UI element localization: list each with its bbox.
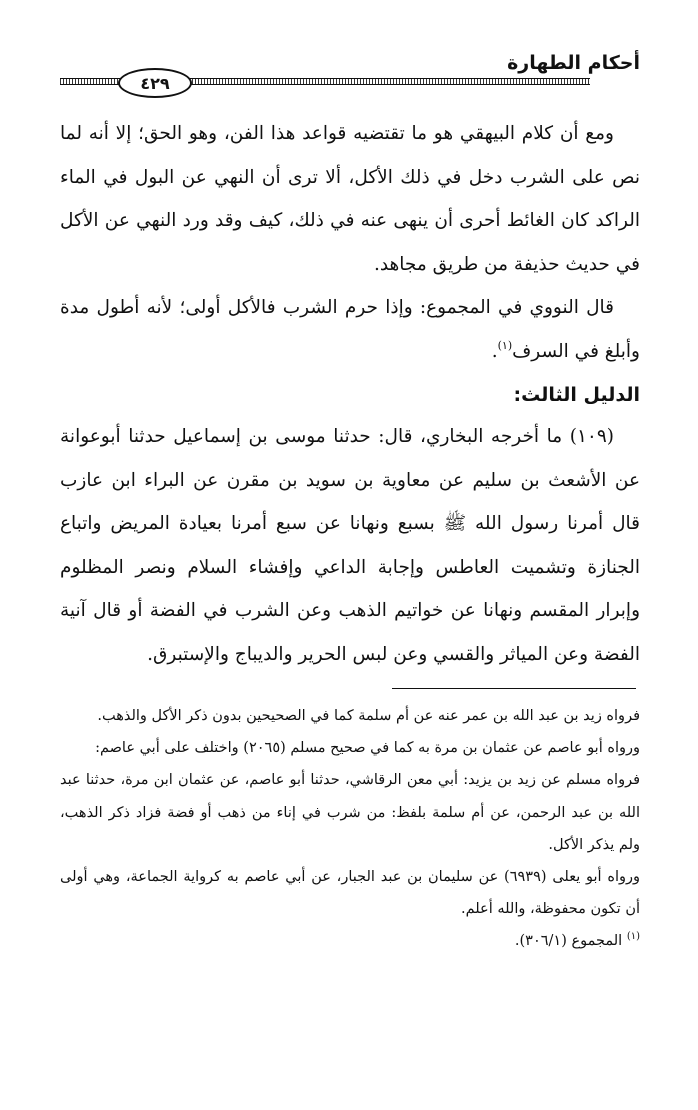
footnote-paragraph: فرواه زيد بن عبد الله بن عمر عنه عن أم سلمة كما في الصحيحين بدون ذكر الأكل والذهب. xyxy=(97,708,640,724)
footnote-paragraph: ورواه أبو يعلى (٦٩٣٩) عن سليمان بن عبد الجبار، عن أبي عاصم به كرواية الجماعة، وهي أولى أن تكون محفوظة، والله أعلم. xyxy=(60,869,640,918)
footnote-separator xyxy=(392,688,636,689)
paragraph-bayhaqi: ومع أن كلام البيهقي هو ما تقتضيه قواعد هذا الفن، وهو الحق؛ إلا أنه لما نص على الشرب دخل في ذلك الأكل، ألا ترى أن النهي عن البول في الماء الراكد كان الغائط أحرى أن ينهى عنه في ذلك، كيف وقد ورد النهي عن الأكل في حديث حذيفة من طريق مجاهد. xyxy=(60,123,640,275)
page-number: ٤٢٩ xyxy=(118,68,192,98)
footnotes xyxy=(60,700,640,958)
paragraph-nawawi xyxy=(60,286,640,373)
page-header xyxy=(60,44,646,94)
footnote-1-marker: (١) xyxy=(626,931,640,943)
main-text xyxy=(60,112,640,676)
running-title: أحكام الطهارة xyxy=(507,52,640,74)
paragraph-hadith: (١٠٩) ما أخرجه البخاري، قال: حدثنا موسى بن إسماعيل حدثنا أبوعوانة عن الأشعث بن سليم عن معاوية بن سويد بن مقرن عن البراء ابن عازب قال أمرنا رسول الله ﷺ بسبع ونهانا عن سبع أمرنا بعيادة المريض واتباع الجنازة وتشميت العاطس وإجابة الداعي وإفشاء السلام ونصر المظلوم وإبرار المقسم ونهانا عن خواتيم الذهب وعن الشرب في الفضة أو قال آنية الفضة وعن المياثر والقسي وعن لبس الحرير والديباج والإستبرق. xyxy=(60,426,640,665)
footnote-1-text: المجموع (٣٠٦/١). xyxy=(514,933,627,950)
nawawi-end: . xyxy=(491,340,498,362)
nawawi-text: قال النووي في المجموع: وإذا حرم الشرب فالأكل أولى؛ لأنه أطول مدة وأبلغ في السرف xyxy=(60,297,640,362)
section-heading: الدليل الثالث: xyxy=(513,384,640,406)
footnote-marker: (١) xyxy=(497,338,513,352)
footnote-paragraph: فرواه مسلم عن زيد بن يزيد: أبي معن الرقاشي، حدثنا أبو عاصم، عن عثمان ابن مرة، حدثنا عبد الله بن عبد الرحمن، عن أم سلمة بلفظ: من شرب في إناء من ذهب أو فضة فزاد ذكر الذهب، ولم يذكر الأكل. xyxy=(60,772,640,853)
footnote-paragraph: ورواه أبو عاصم عن عثمان بن مرة به كما في صحيح مسلم (٢٠٦٥) واختلف على أبي عاصم: xyxy=(95,740,640,757)
footnote-1 xyxy=(60,925,640,957)
